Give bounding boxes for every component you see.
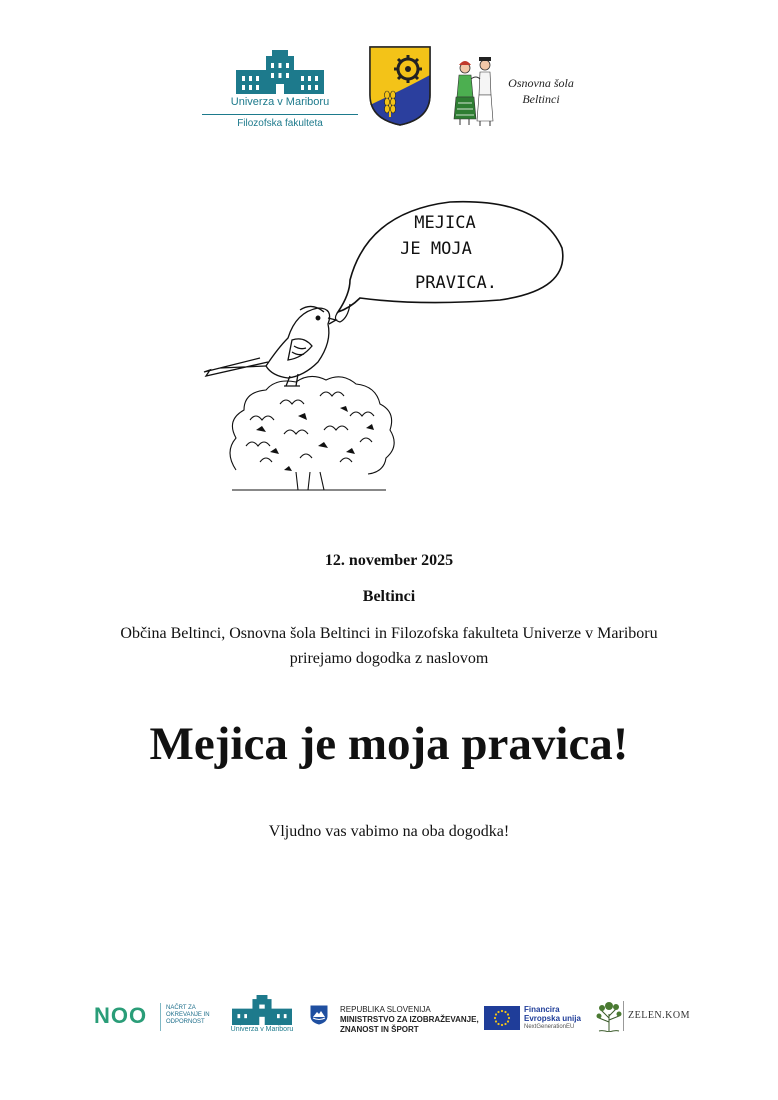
footer-university-building-icon — [230, 995, 294, 1025]
speech-line-1: MEJICA — [414, 213, 476, 233]
footer-university-logo — [226, 995, 298, 1037]
coat-of-arms-icon — [368, 45, 432, 127]
university-building-icon — [236, 50, 324, 94]
ministry-text: REPUBLIKA SLOVENIJA MINISTRSTVO ZA IZOBRAŽEVANJE, ZNANOST IN ŠPORT — [340, 1005, 479, 1034]
slovenia-coat-icon — [310, 1005, 328, 1025]
speech-line-3: PRAVICA. — [415, 273, 497, 293]
university-name: Univerza v Mariboru — [230, 96, 330, 108]
event-intro: Občina Beltinci, Osnovna šola Beltinci in Filozofska fakulteta Univerze v Mariboru prirejamo dogodka z naslovom — [120, 625, 658, 667]
school-logo — [449, 55, 579, 127]
school-name: Osnovna šola Beltinci — [508, 76, 574, 106]
footer-university-name: Univerza v Mariboru — [230, 1026, 294, 1033]
faculty-name: Filozofska fakulteta — [237, 118, 323, 129]
bird-illustration — [200, 190, 570, 495]
eu-funding-text: Financira Evropska unija NextGenerationEU — [524, 1005, 581, 1030]
bird-icon — [204, 306, 336, 386]
bush-icon — [230, 376, 394, 490]
event-place: Beltinci — [362, 588, 416, 605]
zelen-divider — [623, 1001, 624, 1031]
zelen-kom-logo: ZELEN.KOM — [628, 1010, 690, 1021]
dancing-couple-icon — [449, 55, 501, 127]
event-invitation: Vljudno vas vabimo na oba dogodka! — [268, 823, 510, 840]
logo-divider — [202, 114, 358, 115]
noo-divider — [160, 1003, 161, 1031]
event-title: Mejica je moja pravica! — [149, 718, 629, 770]
footer-logos — [90, 995, 690, 1040]
noo-text: NAČRT ZA OKREVANJE IN ODPORNOST — [166, 1005, 210, 1025]
speech-line-2: JE MOJA — [400, 239, 472, 259]
tree-icon — [595, 998, 623, 1032]
event-date: 12. november 2025 — [324, 552, 454, 569]
eu-flag-icon — [484, 1006, 520, 1030]
university-logo — [202, 50, 358, 130]
noo-logo: NOO — [94, 1003, 148, 1028]
